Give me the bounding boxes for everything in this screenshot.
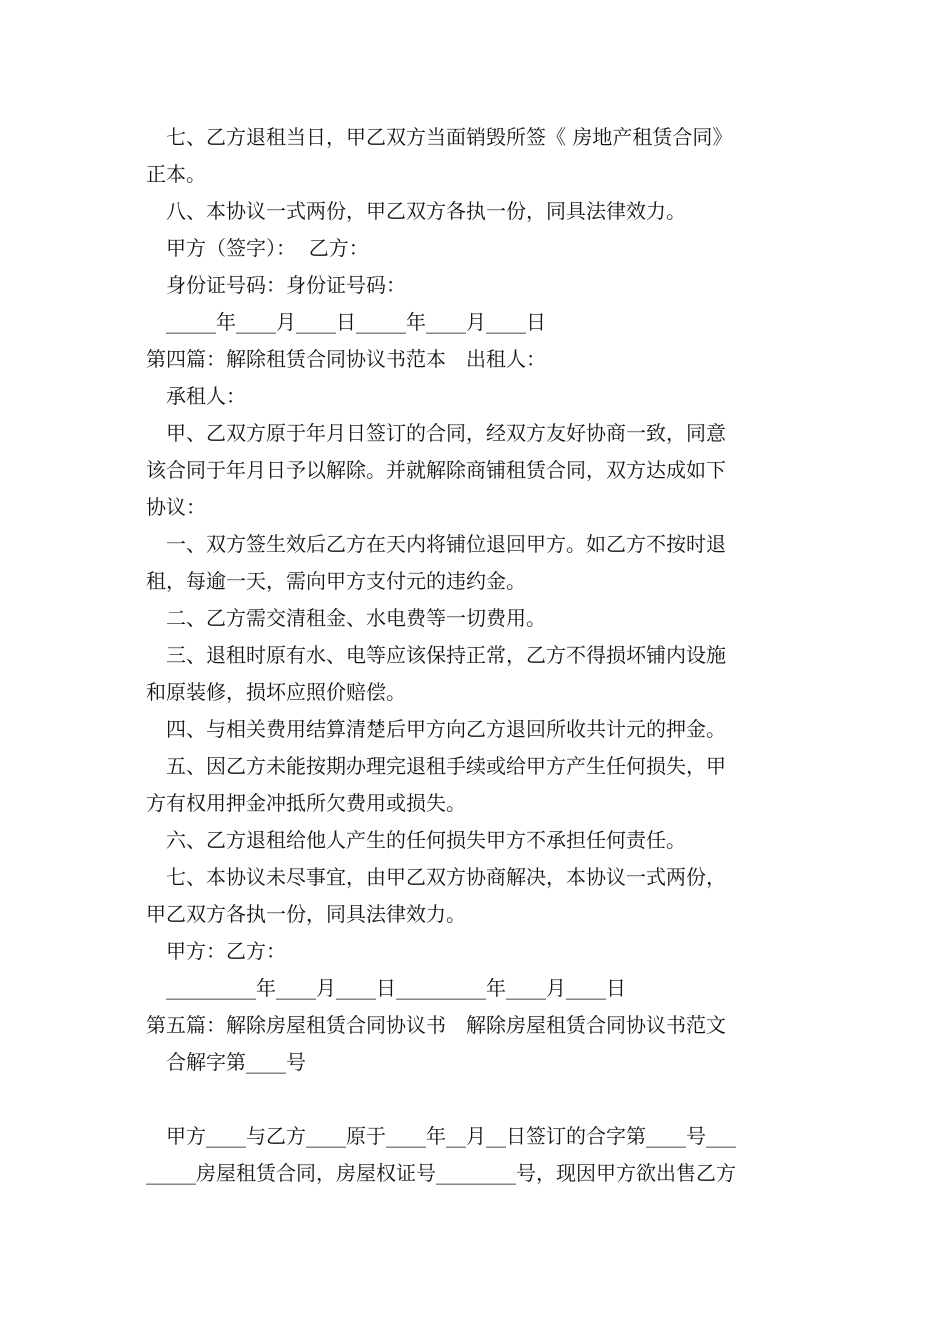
text-line: 甲乙双方各执一份，同具法律效力。: [146, 902, 466, 926]
text-line: 八、本协议一式两份，甲乙双方各执一份，同具法律效力。: [146, 199, 686, 223]
text-line: 合解字第____号: [146, 1050, 306, 1074]
text-line: 租，每逾一天，需向甲方支付元的违约金。: [146, 569, 526, 593]
section-heading: 第五篇：解除房屋租赁合同协议书 解除房屋租赁合同协议书范文: [146, 1013, 726, 1037]
text-line: 五、因乙方未能按期办理完退租手续或给甲方产生任何损失，甲: [146, 754, 726, 778]
text-line: 七、本协议未尽事宜，由甲乙双方协商解决，本协议一式两份，: [146, 865, 726, 889]
text-line: 甲方____与乙方____原于____年__月__日签订的合字第____号___: [146, 1124, 736, 1148]
text-line: 方有权用押金冲抵所欠费用或损失。: [146, 791, 466, 815]
section-heading: 第四篇：解除租赁合同协议书范本 出租人：: [146, 347, 546, 371]
text-line: 六、乙方退租给他人产生的任何损失甲方不承担任何责任。: [146, 828, 686, 852]
text-line: 身份证号码：身份证号码：: [146, 273, 406, 297]
text-line: _____房屋租赁合同，房屋权证号________号，现因甲方欲出售乙方: [146, 1161, 736, 1185]
text-line: 和原装修，损坏应照价赔偿。: [146, 680, 406, 704]
text-line: 四、与相关费用结算清楚后甲方向乙方退回所收共计元的押金。: [146, 717, 726, 741]
signature-date-line: _________年____月____日_________年____月____日: [146, 976, 626, 1000]
text-line: 二、乙方需交清租金、水电费等一切费用。: [146, 606, 546, 630]
text-line: 三、退租时原有水、电等应该保持正常，乙方不得损坏铺内设施: [146, 643, 726, 667]
text-line: 甲方：乙方：: [146, 939, 286, 963]
text-line: 一、双方签生效后乙方在天内将铺位退回甲方。如乙方不按时退: [146, 532, 726, 556]
text-line: 甲方（签字）： 乙方：: [146, 236, 369, 260]
text-line: 协议：: [146, 495, 206, 519]
signature-date-line: _____年____月____日_____年____月____日: [146, 310, 546, 334]
text-line: 甲、乙双方原于年月日签订的合同，经双方友好协商一致，同意: [146, 421, 726, 445]
text-line: 七、乙方退租当日，甲乙双方当面销毁所签《 房地产租赁合同》: [146, 125, 733, 149]
text-line: 正本。: [146, 162, 206, 186]
text-line: 该合同于年月日予以解除。并就解除商铺租赁合同，双方达成如下: [146, 458, 726, 482]
text-line: 承租人：: [146, 384, 246, 408]
